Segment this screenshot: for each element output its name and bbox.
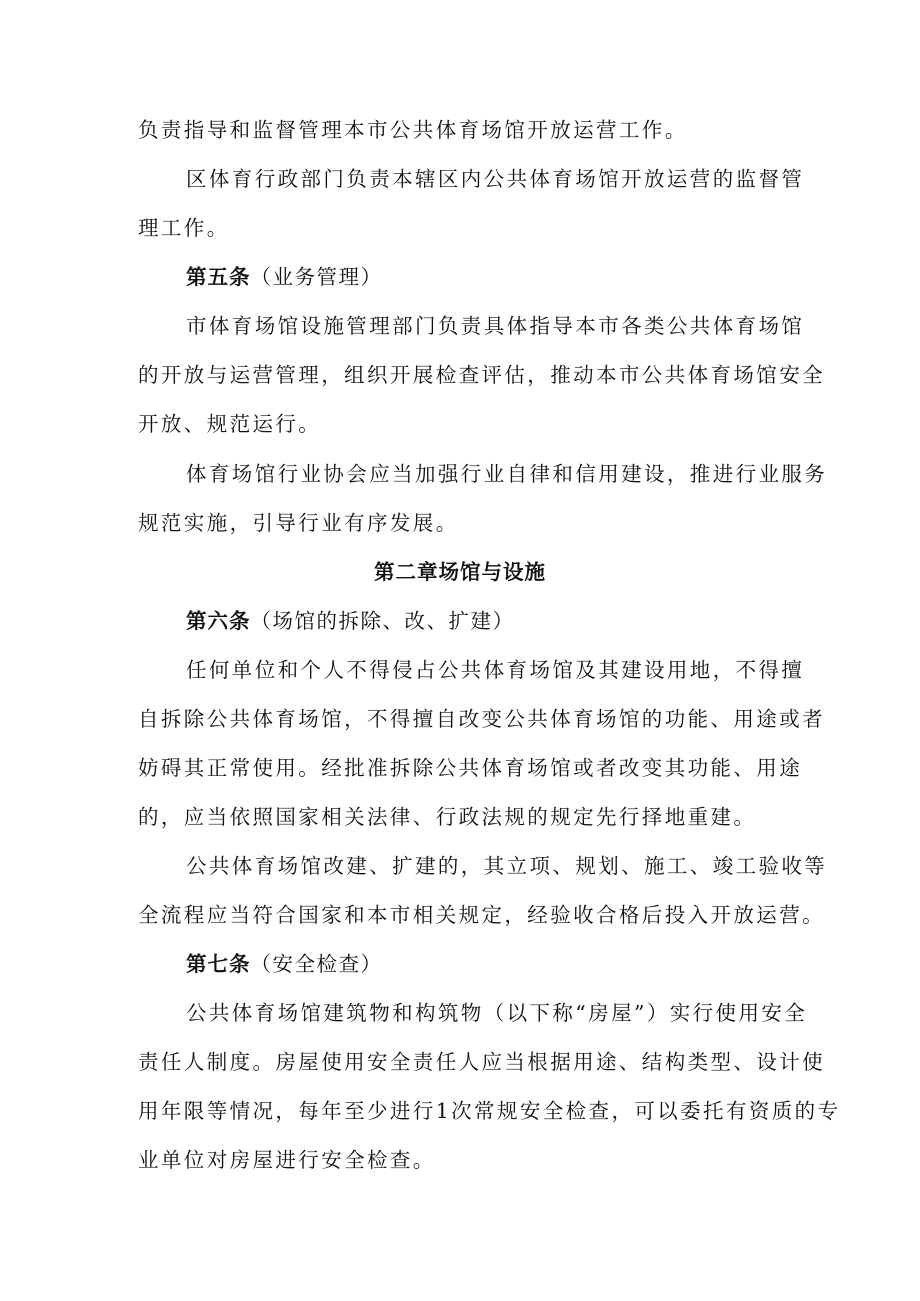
text-line: 用年限等情况，每年至少进行1次常规安全检查，可以委托有资质的专 <box>138 1099 841 1123</box>
article-heading <box>186 263 798 291</box>
article-heading <box>186 607 798 635</box>
text-line: 自拆除公共体育场馆，不得擅自改变公共体育场馆的功能、用途或者 <box>138 707 825 731</box>
text-line: 理工作。 <box>138 216 230 240</box>
text-line: 妨碍其正常使用。经批准拆除公共体育场馆或者改变其功能、用途 <box>138 756 803 780</box>
text-line: 区体育行政部门负责本辖区内公共体育场馆开放运营的监督管 <box>186 167 805 191</box>
text-line: 规范实施，引导行业有序发展。 <box>138 511 459 535</box>
text-line: 的，应当依照国家相关法律、行政法规的规定先行择地重建。 <box>138 805 757 829</box>
article-title: （业务管理） <box>250 265 383 289</box>
text-line: 业单位对房屋进行安全检查。 <box>138 1148 436 1172</box>
article-label: 第七条 <box>186 952 251 976</box>
text-line: 市体育场馆设施管理部门负责具体指导本市各类公共体育场馆 <box>186 314 805 338</box>
text-line: 公共体育场馆改建、扩建的，其立项、规划、施工、竣工验收等 <box>186 854 828 878</box>
text-line: 体育场馆行业协会应当加强行业自律和信用建设，推进行业服务 <box>186 462 828 486</box>
text-line: 全流程应当符合国家和本市相关规定，经验收合格后投入开放运营。 <box>138 903 825 927</box>
text-line: 公共体育场馆建筑物和构筑物（以下称“房屋”）实行使用安全 <box>186 1001 808 1025</box>
text-line: 任何单位和个人不得侵占公共体育场馆及其建设用地，不得擅 <box>186 658 805 682</box>
chapter-heading: 第二章场馆与设施 <box>374 560 546 584</box>
article-label: 第五条 <box>186 265 251 289</box>
article-title: （安全检查） <box>250 952 383 976</box>
article-title: （场馆的拆除、改、扩建） <box>250 609 515 633</box>
text-line: 开放、规范运行。 <box>138 412 322 436</box>
text-line: 责任人制度。房屋使用安全责任人应当根据用途、结构类型、设计使 <box>138 1050 825 1074</box>
text-line: 的开放与运营管理，组织开展检查评估，推动本市公共体育场馆安全 <box>138 363 825 387</box>
article-heading <box>186 950 798 978</box>
article-label: 第六条 <box>186 609 251 633</box>
text-line: 负责指导和监督管理本市公共体育场馆开放运营工作。 <box>138 118 688 142</box>
